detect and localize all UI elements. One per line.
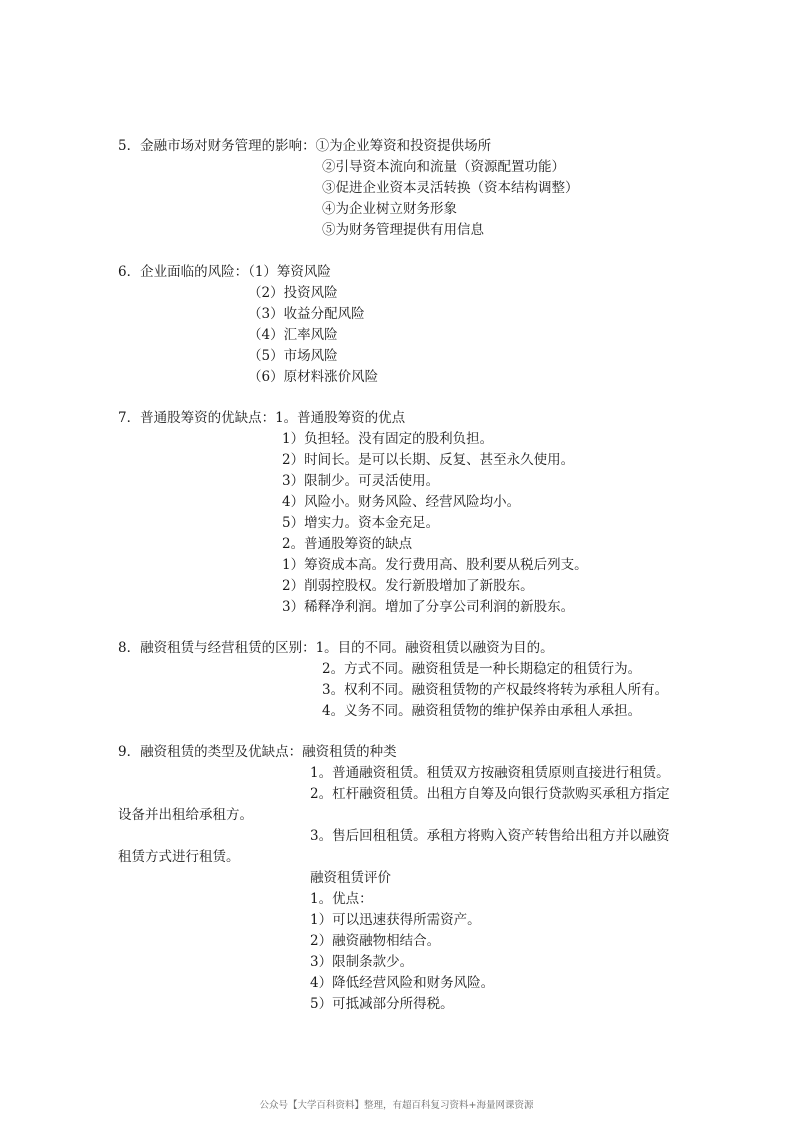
section-9-item: 4）降低经营风险和财务风险。 (310, 975, 495, 991)
section-8-item: 3。权利不同。融资租赁物的产权最终将转为承租人所有。 (322, 682, 669, 698)
section-7-heading: 7．普通股筹资的优缺点：1。普通股筹资的优点 (118, 410, 406, 426)
section-9-item: 3）限制条款少。 (310, 954, 414, 970)
section-9-item: 1。普通融资租赁。租赁双方按融资租赁原则直接进行租赁。 (310, 765, 670, 781)
section-7-item: 4）风险小。财务风险、经营风险均小。 (282, 494, 521, 510)
section-9-subheading: 融资租赁评价 (310, 870, 391, 886)
section-6-item: （2）投资风险 (248, 285, 338, 301)
section-8-item: 4。义务不同。融资租赁物的维护保养由承租人承担。 (322, 703, 642, 719)
section-9-item: 2）融资融物相结合。 (310, 933, 441, 949)
section-5-item: ⑤为财务管理提供有用信息 (322, 222, 484, 238)
footer-note: 公众号【大学百科资料】整理，有超百科复习资料+海量网课资源 (259, 1100, 534, 1111)
section-7-item: 2）时间长。是可以长期、反复、甚至永久使用。 (282, 452, 575, 468)
section-5-item: ④为企业树立财务形象 (322, 201, 457, 217)
section-6-item: （3）收益分配风险 (248, 306, 365, 322)
section-9-item: 3。售后回租租赁。承租方将购入资产转售给出租方并以融资 (310, 828, 670, 844)
section-7-item: 3）限制少。可灵活使用。 (282, 473, 440, 489)
section-5-item: ②引导资本流向和流量（资源配置功能） (322, 159, 565, 175)
section-7-item: 2）削弱控股权。发行新股增加了新股东。 (282, 578, 534, 594)
section-6-item: （4）汇率风险 (248, 327, 338, 343)
section-5-item: ③促进企业资本灵活转换（资本结构调整） (322, 180, 579, 196)
section-9-item-continued: 租赁方式进行租赁。 (118, 849, 240, 865)
section-9-subheading: 1。优点： (310, 891, 373, 907)
section-9-heading: 9．融资租赁的类型及优缺点：融资租赁的种类 (118, 744, 397, 760)
section-8-item: 2。方式不同。融资租赁是一种长期稳定的租赁行为。 (322, 661, 642, 677)
section-5-heading: 5．金融市场对财务管理的影响：①为企业筹资和投资提供场所 (118, 138, 492, 154)
section-7-item: 1）筹资成本高。发行费用高、股利要从税后列支。 (282, 557, 588, 573)
section-6-item: （5）市场风险 (248, 348, 338, 364)
section-7-item: 1）负担轻。没有固定的股利负担。 (282, 431, 494, 447)
section-9-item: 2。杠杆融资租赁。出租方自筹及向银行贷款购买承租方指定 (310, 786, 670, 802)
section-7-subheading: 2。普通股筹资的缺点 (282, 536, 413, 552)
section-9-item-continued: 设备并出租给承租方。 (118, 807, 253, 823)
section-9-item: 5）可抵减部分所得税。 (310, 996, 454, 1012)
section-9-item: 1）可以迅速获得所需资产。 (310, 912, 481, 928)
section-7-item: 5）增实力。资本金充足。 (282, 515, 440, 531)
section-8-heading: 8．融资租赁与经营租赁的区别：1。目的不同。融资租赁以融资为目的。 (118, 640, 554, 656)
section-6-item: （6）原材料涨价风险 (248, 369, 379, 385)
section-6-heading: 6．企业面临的风险：（1）筹资风险 (118, 264, 331, 280)
section-7-item: 3）稀释净利润。增加了分享公司利润的新股东。 (282, 599, 575, 615)
